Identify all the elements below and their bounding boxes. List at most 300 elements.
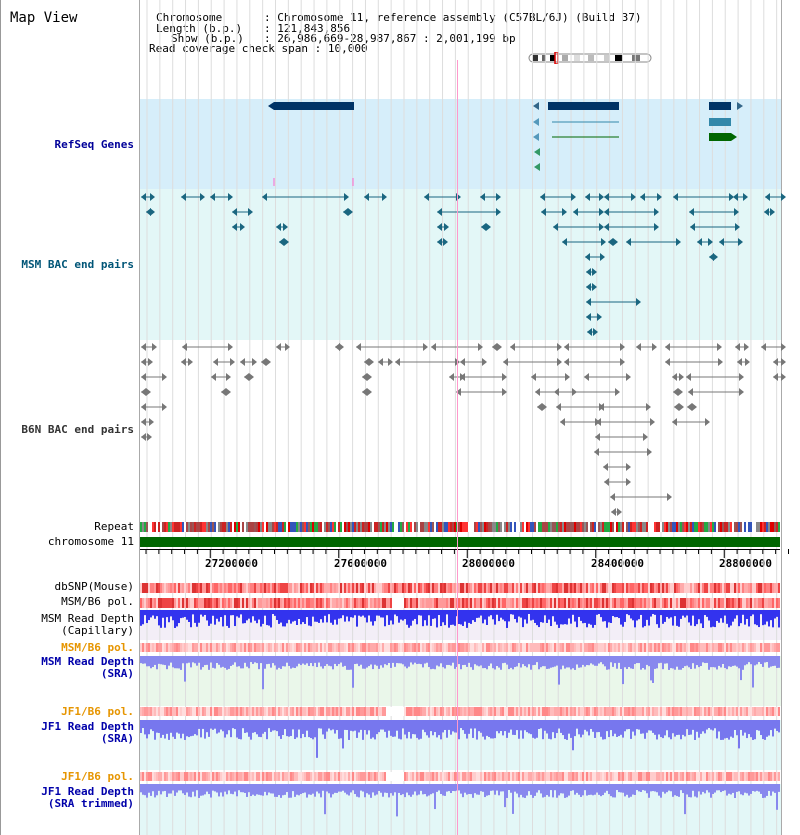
depth-bar [748,784,750,796]
depth-bar [622,784,624,793]
repeat-segment [286,522,288,532]
repeat-segment [646,522,648,532]
heat-cell [320,643,322,652]
heat-cell [142,772,144,781]
depth-bar [716,784,718,790]
heat-cell [472,643,474,652]
heat-cell [326,598,328,608]
bac-end-arrow [665,358,670,366]
heat-cell [626,772,628,781]
heat-cell [738,707,740,716]
bac-end-arrow [150,193,155,201]
depth-bar [496,720,498,731]
heat-cell [530,707,532,716]
heat-cell [702,772,704,781]
depth-bar [684,656,686,666]
heat-cell [590,583,592,593]
heat-cell [186,643,188,652]
depth-bar [708,656,710,670]
bac-end-arrow [713,253,718,261]
repeat-segment [264,522,266,532]
repeat-segment [202,522,204,532]
depth-bar [376,784,378,794]
repeat-segment [720,522,722,532]
depth-bar [296,720,298,737]
heat-cell [636,598,638,608]
heat-cell [474,583,476,593]
heat-cell [652,707,654,716]
depth-bar [232,610,234,615]
depth-bar [700,720,702,734]
heat-cell [502,598,504,608]
depth-bar [572,610,574,615]
heat-cell [734,598,736,608]
depth-bar [306,656,308,663]
depth-bar [640,656,642,670]
heat-cell [570,598,572,608]
heat-cell [262,772,264,781]
heat-cell [498,643,500,652]
heat-cell [598,707,600,716]
heat-cell [500,583,502,593]
depth-bar [472,610,474,620]
depth-bar [260,656,262,663]
bac-end-arrow [362,388,367,396]
depth-bar [742,656,744,670]
bac-end-arrow [640,193,645,201]
repeat-segment [346,522,348,532]
heat-cell [718,583,720,593]
depth-bar [162,720,164,735]
heat-cell [300,772,302,781]
depth-bar [740,610,742,623]
depth-bar [226,656,228,670]
heat-cell [284,707,286,716]
depth-bar [518,656,520,663]
heat-cell [218,643,220,652]
heat-cell [520,643,522,652]
heat-cell [444,707,446,716]
heat-cell [170,598,172,608]
bac-end-arrow [773,358,778,366]
bac-end-arrow [601,238,606,246]
depth-bar [662,610,664,624]
heat-cell [288,583,290,593]
repeat-segment [562,522,564,532]
heat-cell [752,598,754,608]
length-info: Length (b.p.) : 121,843,856 [156,22,351,35]
depth-bar [562,720,564,735]
heat-cell [620,583,622,593]
heat-cell [486,643,488,652]
heat-cell [486,707,488,716]
heat-cell [732,583,734,593]
depth-bar [746,720,748,738]
repeat-segment [770,522,772,532]
bac-end-arrow [553,223,558,231]
heat-cell [616,583,618,593]
heat-cell [196,583,198,593]
depth-bar [404,610,406,619]
heat-cell [216,598,218,608]
heat-cell [246,583,248,593]
depth-bar [344,656,346,666]
heat-cell [658,707,660,716]
depth-bar [266,784,268,795]
repeat-segment [416,522,418,532]
depth-bar [188,784,190,797]
heat-cell [406,643,408,652]
heat-cell [618,598,620,608]
repeat-segment [692,522,694,532]
depth-bar [624,720,626,731]
heat-cell [740,643,742,652]
bac-end-arrow [733,193,738,201]
depth-bar [242,610,244,623]
heat-cell [190,598,192,608]
heat-cell [732,598,734,608]
repeat-segment [632,522,634,532]
depth-bar [604,610,606,621]
heat-cell [636,583,638,593]
depth-bar [618,784,620,792]
heat-cell [718,772,720,781]
heat-cell [200,583,202,593]
heat-cell [522,583,524,593]
heat-cell [630,598,632,608]
heat-cell [234,772,236,781]
heat-cell [220,598,222,608]
bac-end-arrow [603,463,608,471]
depth-bar [220,656,222,668]
depth-bar [146,656,148,666]
depth-bar [478,784,480,795]
depth-bar [728,610,730,627]
depth-bar [232,720,234,728]
heat-cell [622,707,624,716]
repeat-segment [378,522,380,532]
repeat-segment [676,522,678,532]
heat-cell [756,583,758,593]
heat-cell [600,772,602,781]
heat-cell [604,598,606,608]
heat-cell [450,643,452,652]
depth-bar [146,720,148,738]
repeat-segment [528,522,530,532]
repeat-segment [508,522,510,532]
heat-cell [304,583,306,593]
bac-end-arrow [673,193,678,201]
repeat-segment [672,522,674,532]
depth-bar [160,720,162,738]
heat-cell [168,598,170,608]
heat-cell [152,598,154,608]
bac-end-arrow [585,193,590,201]
depth-bar [406,784,408,793]
repeat-segment [754,522,756,532]
depth-bar [760,656,762,664]
heat-cell [394,583,396,593]
repeat-segment [144,522,146,532]
depth-bar [364,656,366,669]
depth-bar [566,610,568,625]
repeat-segment [698,522,700,532]
repeat-segment [738,522,740,532]
heat-cell [758,772,760,781]
heat-cell [486,583,488,593]
depth-bar [682,784,684,793]
depth-bar [424,656,426,664]
heat-cell [442,583,444,593]
heat-cell [390,707,392,716]
heat-cell [246,707,248,716]
depth-bar [722,720,724,740]
heat-cell [242,643,244,652]
repeat-segment [604,522,606,532]
bac-end-arrow [232,223,237,231]
depth-bar [600,610,602,617]
bac-end-arrow [657,193,662,201]
heat-cell [360,583,362,593]
heat-cell [490,598,492,608]
depth-bar [298,720,300,730]
heat-cell [150,707,152,716]
depth-bar [706,720,708,730]
heat-cell [730,643,732,652]
heat-cell [230,583,232,593]
heat-cell [766,643,768,652]
heat-cell [508,598,510,608]
repeat-segment [618,522,620,532]
depth-bar [194,720,196,734]
heat-cell [418,583,420,593]
track-label-refseq[interactable]: RefSeq Genes [54,138,134,151]
depth-bar [676,720,678,735]
heat-cell [724,583,726,593]
heat-cell [236,772,238,781]
heat-cell [440,707,442,716]
repeat-segment [206,522,208,532]
heat-cell [672,707,674,716]
repeat-segment [170,522,172,532]
depth-bar [758,720,760,731]
repeat-segment [656,522,658,532]
heat-cell [176,772,178,781]
depth-bar [466,784,468,795]
heat-cell [304,643,306,652]
depth-bar [648,656,650,666]
heat-cell [720,643,722,652]
heat-cell [332,772,334,781]
chromosome-ideogram[interactable] [528,52,652,64]
depth-bar [296,784,298,795]
heat-cell [312,598,314,608]
heat-cell [734,707,736,716]
heat-cell [396,598,398,608]
heat-cell [392,772,394,781]
bac-end-arrow [344,193,349,201]
heat-cell [314,583,316,593]
depth-bar [622,720,624,738]
msm-sra-bg [140,656,781,706]
depth-bar [532,656,534,665]
heat-cell [660,598,662,608]
heat-cell [262,707,264,716]
depth-bar [324,720,326,739]
heat-cell [598,772,600,781]
bac-end-arrow [734,208,739,216]
depth-bar [682,720,684,735]
heat-cell [464,643,466,652]
track-label-msm-bac[interactable]: MSM BAC end pairs [21,258,134,271]
repeat-segment [494,522,496,532]
heat-cell [744,707,746,716]
heat-cell [446,772,448,781]
heat-cell [720,583,722,593]
heat-cell [470,598,472,608]
heat-cell [378,583,380,593]
heat-cell [712,583,714,593]
depth-bar [148,784,150,793]
heat-cell [436,707,438,716]
heat-cell [678,772,680,781]
heat-cell [202,707,204,716]
heat-cell [550,707,552,716]
repeat-segment [654,522,656,532]
heat-cell [240,707,242,716]
heat-cell [258,583,260,593]
depth-bar [432,610,434,619]
depth-bar [678,610,680,627]
depth-bar [290,720,292,736]
heat-cell [482,583,484,593]
heat-cell [158,643,160,652]
heat-cell [458,772,460,781]
heat-cell [218,707,220,716]
repeat-segment [434,522,436,532]
heat-cell [228,598,230,608]
repeat-segment [426,522,428,532]
heat-cell [304,598,306,608]
heat-cell [498,707,500,716]
heat-cell [434,583,436,593]
bac-end-arrow [437,223,442,231]
depth-bar [752,656,754,688]
msm-depth-sra-bars [140,656,780,689]
depth-bar [592,610,594,628]
depth-bar [774,610,776,618]
heat-cell [568,583,570,593]
heat-cell [744,643,746,652]
depth-bar [724,656,726,668]
repeat-segment [414,522,416,532]
heat-cell [352,583,354,593]
bac-end-arrow [620,358,625,366]
repeat-segment [766,522,768,532]
repeat-segment [534,522,536,532]
depth-bar [242,784,244,792]
depth-bar [294,720,296,739]
depth-bar [484,784,486,797]
heat-cell [364,707,366,716]
depth-bar [706,784,708,790]
depth-bar [702,720,704,731]
heat-cell [152,707,154,716]
track-label-b6n-bac[interactable]: B6N BAC end pairs [21,423,134,436]
track-label-jf1-depth-trim: JF1 Read Depth [41,785,134,798]
heat-cell [614,707,616,716]
repeat-segment [668,522,670,532]
heat-cell [454,772,456,781]
heat-cell [240,643,242,652]
heat-cell [668,772,670,781]
heat-cell [380,643,382,652]
gene-arrow [533,133,539,141]
depth-bar [644,720,646,739]
heat-cell [640,772,642,781]
jf1-depth-trim-bars [140,784,780,816]
depth-bar [630,784,632,797]
depth-bar [574,610,576,622]
heat-cell [222,643,224,652]
depth-bar [220,610,222,617]
depth-bar [164,610,166,628]
heat-cell [558,707,560,716]
heat-cell [420,583,422,593]
bac-end-arrow [718,358,723,366]
heat-cell [632,598,634,608]
depth-bar [334,610,336,620]
heat-cell [748,598,750,608]
repeat-segment [544,522,546,532]
heat-cell [558,583,560,593]
heat-cell [518,643,520,652]
heat-cell [572,707,574,716]
depth-bar [260,784,262,795]
heat-cell [300,643,302,652]
depth-bar [748,720,750,734]
heat-cell [666,707,668,716]
gene-arrow [268,102,274,110]
depth-bar [602,720,604,740]
depth-bar [446,784,448,792]
heat-cell [422,643,424,652]
heat-cell [602,598,604,608]
depth-bar [378,784,380,791]
depth-bar [442,784,444,796]
heat-cell [206,772,208,781]
heat-cell [492,707,494,716]
heat-cell [726,598,728,608]
track-label-msm-depth-sra-sub: (SRA) [100,667,134,680]
heat-cell [190,643,192,652]
depth-bar [276,656,278,670]
heat-cell [194,772,196,781]
heat-cell [396,707,398,716]
heat-cell [570,643,572,652]
depth-bar [158,720,160,733]
heat-cell [204,643,206,652]
heat-cell [400,598,402,608]
heat-cell [468,707,470,716]
heat-cell [410,707,412,716]
depth-bar [140,784,142,792]
heat-cell [614,598,616,608]
repeat-segment [592,522,594,532]
bac-end-arrow [743,193,748,201]
heat-cell [466,772,468,781]
heat-cell [548,707,550,716]
